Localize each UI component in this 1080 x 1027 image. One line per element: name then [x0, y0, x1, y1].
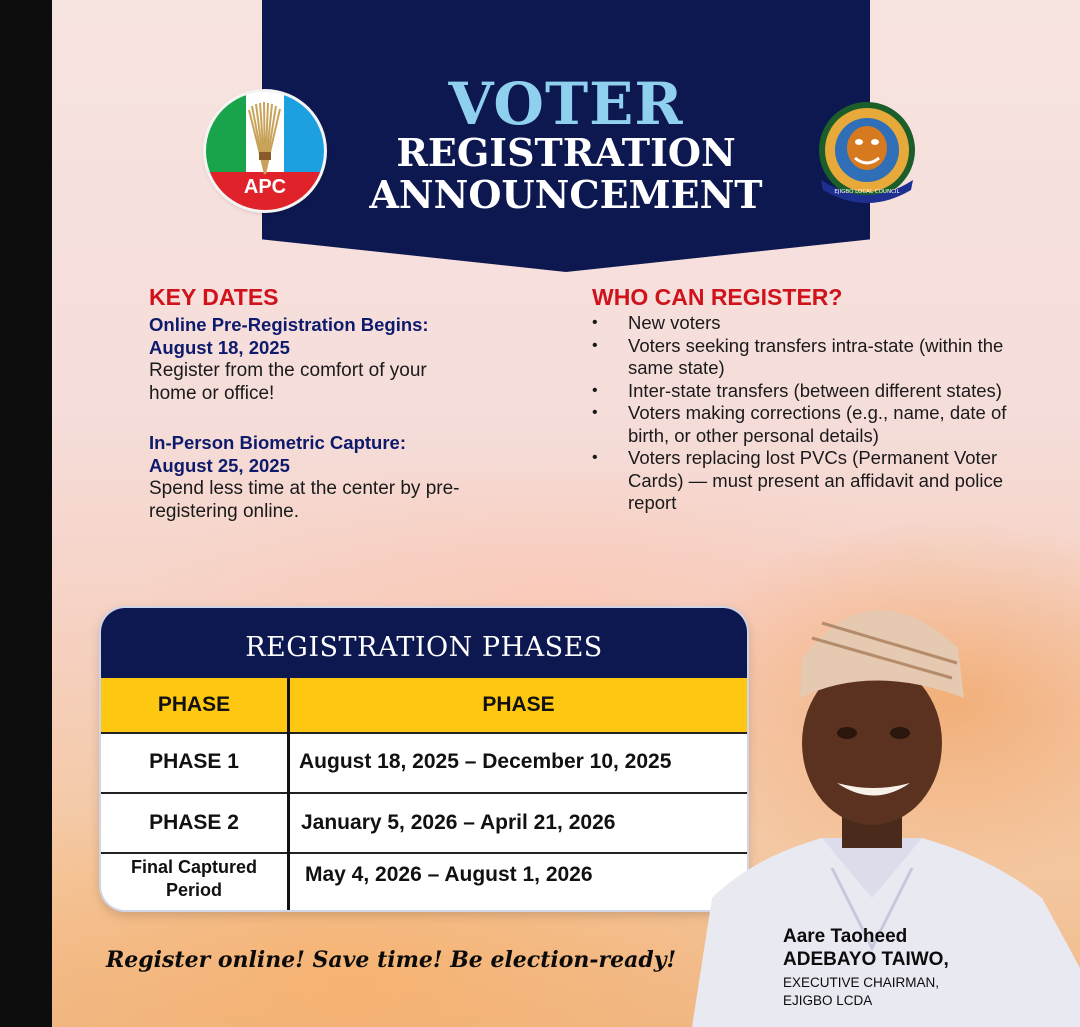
- in-person-capture-label: In-Person Biometric Capture:: [149, 432, 406, 453]
- list-item: • Voters replacing lost PVCs (Permanent Voter Cards) — must present an affidavit and police report: [590, 447, 1030, 515]
- column-header-dates: PHASE: [290, 678, 747, 732]
- table-cell-phase-3-line1: Final Captured: [130, 857, 257, 877]
- table-cell-phase-3-line2: Period: [165, 880, 222, 900]
- online-pre-registration-date: August 18, 2025: [149, 337, 290, 358]
- apc-logo-text: APC: [243, 176, 287, 198]
- signatory-role-line1: EXECUTIVE CHAIRMAN,: [783, 975, 940, 990]
- announcement-poster: [52, 0, 1080, 1027]
- ejigbo-lcda-emblem: [807, 92, 927, 212]
- online-pre-registration-label: Online Pre-Registration Begins:: [149, 314, 429, 335]
- list-item: • New voters: [590, 312, 1030, 335]
- signatory-name-line1: Aare Taoheed: [783, 926, 908, 947]
- in-person-desc-line2: registering online.: [149, 501, 299, 522]
- eligibility-list: [590, 312, 1030, 515]
- table-title: REGISTRATION PHASES: [101, 608, 747, 678]
- tagline: Register online! Save time! Be election-ready!: [106, 947, 677, 973]
- broom-icon: [242, 100, 288, 176]
- in-person-desc-line1: Spend less time at the center by pre-: [149, 478, 460, 499]
- title-voter: VOTER: [448, 70, 684, 138]
- who-can-register-heading: WHO CAN REGISTER?: [592, 284, 843, 310]
- table-cell-dates-1: August 18, 2025 – December 10, 2025: [299, 750, 672, 773]
- list-item: • Voters seeking transfers intra-state (within the same state): [590, 335, 1030, 380]
- in-person-capture-date: August 25, 2025: [149, 455, 290, 476]
- online-desc-line2: home or office!: [149, 383, 275, 404]
- registration-phases-table: [101, 608, 747, 910]
- column-header-phase: PHASE: [101, 678, 287, 732]
- svg-text:EJIGBO LOCAL COUNCIL: EJIGBO LOCAL COUNCIL: [834, 189, 900, 195]
- key-dates-heading: KEY DATES: [149, 284, 279, 310]
- list-item: • Inter-state transfers (between different states): [590, 380, 1030, 403]
- online-desc-line1: Register from the comfort of your: [149, 360, 427, 381]
- table-cell-phase-1: PHASE 1: [149, 750, 239, 773]
- apc-logo: [206, 92, 324, 210]
- table-cell-phase-2: PHASE 2: [149, 811, 239, 834]
- list-item: • Voters making corrections (e.g., name, date of birth, or other personal details): [590, 402, 1030, 447]
- signatory-role-line2: EJIGBO LCDA: [783, 993, 873, 1008]
- left-black-edge: [0, 0, 52, 1027]
- title-announcement: ANNOUNCEMENT: [369, 172, 763, 217]
- title-registration: REGISTRATION: [396, 130, 736, 175]
- table-cell-dates-2: January 5, 2026 – April 21, 2026: [301, 811, 616, 834]
- table-cell-dates-3: May 4, 2026 – August 1, 2026: [305, 863, 593, 886]
- signatory-name-line2: ADEBAYO TAIWO,: [783, 949, 949, 970]
